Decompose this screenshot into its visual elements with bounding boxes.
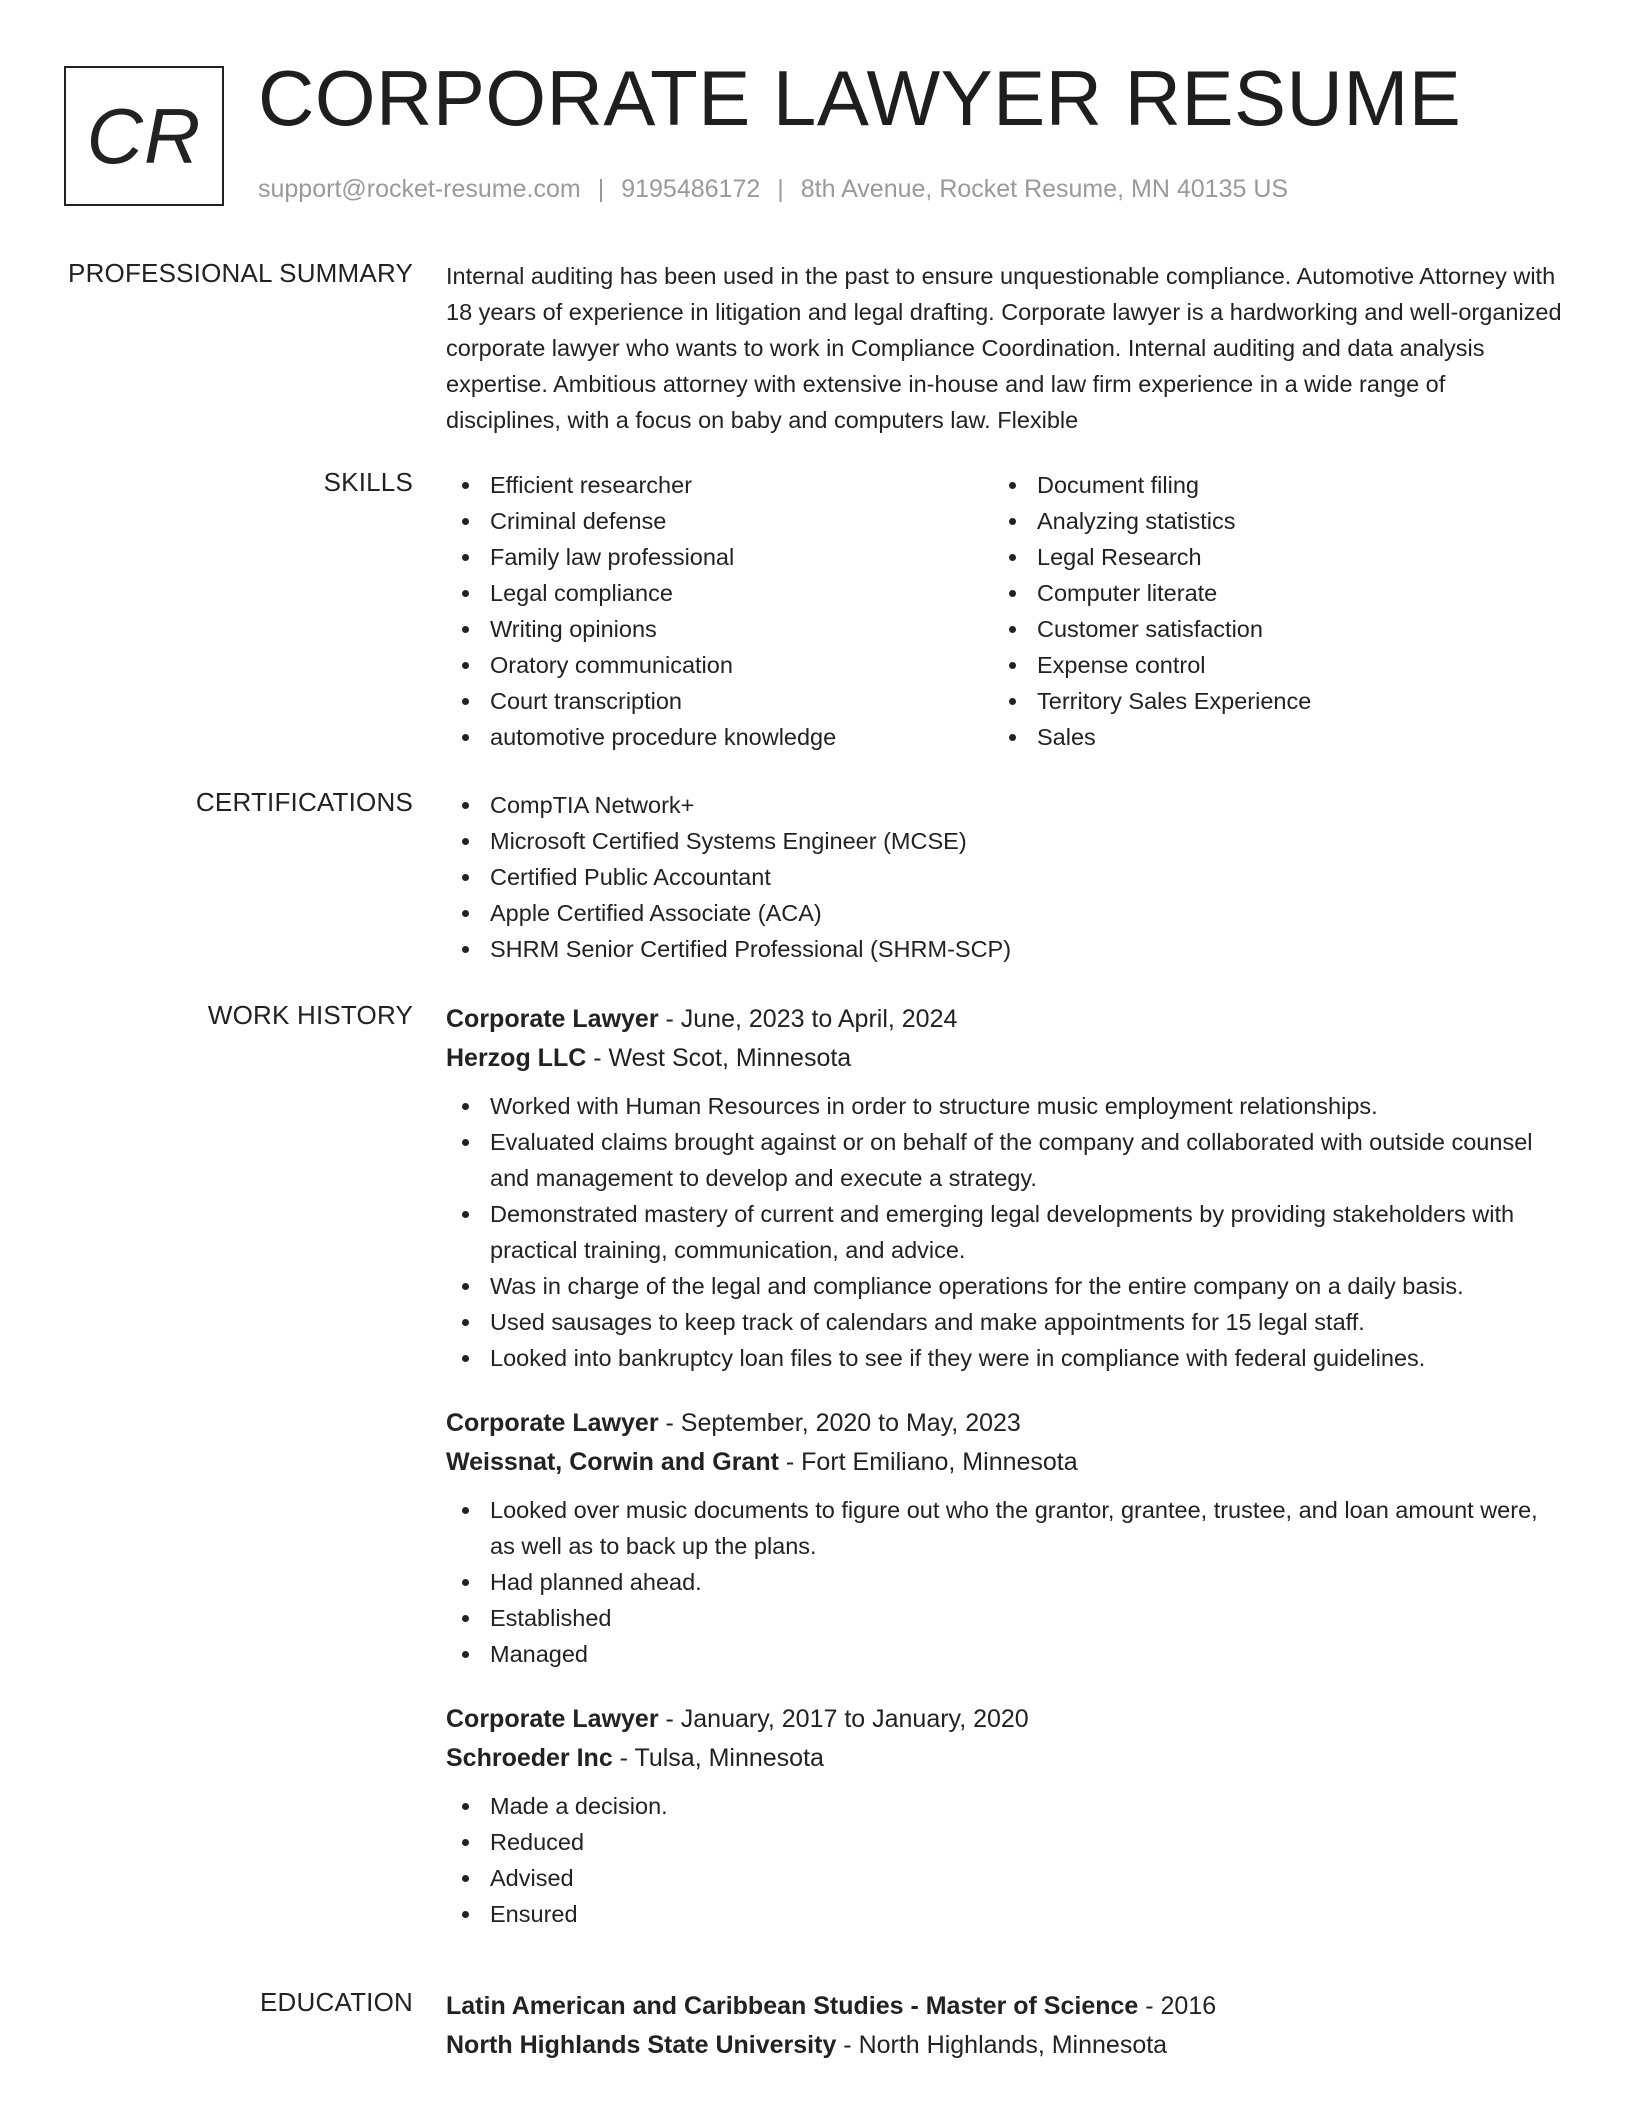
contact-line — [258, 175, 1288, 204]
job-company-line — [446, 1039, 1566, 1078]
list-item: automotive procedure knowledge — [446, 719, 993, 755]
certifications-body — [446, 787, 1566, 967]
list-item: Apple Certified Associate (ACA) — [446, 895, 1566, 931]
job-bullets — [446, 1492, 1566, 1672]
contact-email[interactable]: support@rocket-resume.com — [258, 175, 581, 203]
job-dates: - January, 2017 to January, 2020 — [658, 1705, 1029, 1733]
section-label-certifications: CERTIFICATIONS — [195, 787, 413, 817]
section-label-work-history: WORK HISTORY — [207, 1000, 413, 1030]
list-item: Managed — [446, 1636, 1566, 1672]
job-entry — [446, 1700, 1566, 1932]
job-title-line — [446, 1700, 1566, 1739]
skills-column-2 — [993, 467, 1540, 755]
list-item: Had planned ahead. — [446, 1564, 1566, 1600]
work-history-body — [446, 1000, 1566, 1960]
list-item: Worked with Human Resources in order to structure music employment relationships. — [446, 1088, 1566, 1124]
job-company: Weissnat, Corwin and Grant — [446, 1448, 779, 1476]
list-item: Microsoft Certified Systems Engineer (MCSE) — [446, 823, 1566, 859]
education-school: North Highlands State University — [446, 2031, 837, 2059]
job-company: Herzog LLC — [446, 1044, 587, 1072]
list-item: Made a decision. — [446, 1788, 1566, 1824]
list-item: Criminal defense — [446, 503, 993, 539]
list-item: Territory Sales Experience — [993, 683, 1540, 719]
job-company-line — [446, 1739, 1566, 1778]
list-item: Writing opinions — [446, 611, 993, 647]
summary-body — [446, 258, 1566, 438]
job-entry — [446, 1404, 1566, 1672]
education-year: - 2016 — [1138, 1992, 1217, 2020]
list-item: Looked over music documents to figure out who the grantor, grantee, trustee, and loan amount were, as well as to back up the plans. — [446, 1492, 1566, 1564]
job-location: - Fort Emiliano, Minnesota — [778, 1448, 1078, 1476]
job-title-line — [446, 1404, 1566, 1443]
contact-separator: | — [597, 175, 605, 203]
job-location: - Tulsa, Minnesota — [612, 1744, 824, 1772]
list-item: CompTIA Network+ — [446, 787, 1566, 823]
list-item: Evaluated claims brought against or on behalf of the company and collaborated with outside counsel and management to develop and execute a strategy. — [446, 1124, 1566, 1196]
resume-title: CORPORATE LAWYER RESUME — [258, 54, 1462, 142]
job-entry — [446, 1000, 1566, 1376]
list-item: Demonstrated mastery of current and emerging legal developments by providing stakeholders with practical training, communication, and advice. — [446, 1196, 1566, 1268]
job-company-line — [446, 1443, 1566, 1482]
job-location: - West Scot, Minnesota — [586, 1044, 852, 1072]
education-location: - North Highlands, Minnesota — [836, 2031, 1168, 2059]
monogram-box — [64, 66, 224, 206]
list-item: Looked into bankruptcy loan files to see if they were in compliance with federal guidelines. — [446, 1340, 1566, 1376]
job-title-line — [446, 1000, 1566, 1039]
list-item: Court transcription — [446, 683, 993, 719]
summary-text: Internal auditing has been used in the past to ensure unquestionable compliance. Automotive Attorney with 18 years of experience in litigation and legal drafting. Corporate lawyer is a hardworking and well-organized corporate lawyer who wants to work in Compliance Coordination. Internal auditing and data analysis expertise. Ambitious attorney with extensive in-house and law firm experience in a wide range of disciplines, with a focus on baby and computers law. Flexible — [446, 263, 1562, 433]
list-item: Used sausages to keep track of calendars and make appointments for 15 legal staff. — [446, 1304, 1566, 1340]
list-item: Analyzing statistics — [993, 503, 1540, 539]
list-item: Advised — [446, 1860, 1566, 1896]
section-label-education: EDUCATION — [260, 1987, 413, 2017]
list-item: Reduced — [446, 1824, 1566, 1860]
section-label-summary: PROFESSIONAL SUMMARY — [68, 258, 413, 288]
job-title: Corporate Lawyer — [446, 1705, 659, 1733]
skills-column-1 — [446, 467, 993, 755]
job-title: Corporate Lawyer — [446, 1005, 659, 1033]
list-item: Sales — [993, 719, 1540, 755]
list-item: Efficient researcher — [446, 467, 993, 503]
contact-phone[interactable]: 9195486172 — [621, 175, 761, 203]
section-label-skills: SKILLS — [323, 467, 413, 497]
education-degree: Latin American and Caribbean Studies - Master of Science — [446, 1992, 1139, 2020]
contact-address: 8th Avenue, Rocket Resume, MN 40135 US — [800, 175, 1289, 203]
list-item: Legal compliance — [446, 575, 993, 611]
contact-separator: | — [777, 175, 784, 203]
list-item: Document filing — [993, 467, 1540, 503]
list-item: Was in charge of the legal and compliance operations for the entire company on a daily basis. — [446, 1268, 1566, 1304]
job-bullets — [446, 1788, 1566, 1932]
skills-body — [446, 467, 1566, 755]
job-company: Schroeder Inc — [446, 1744, 613, 1772]
list-item: SHRM Senior Certified Professional (SHRM-SCP) — [446, 931, 1566, 967]
list-item: Expense control — [993, 647, 1540, 683]
monogram-initials: CR — [86, 91, 202, 180]
list-item: Legal Research — [993, 539, 1540, 575]
list-item: Oratory communication — [446, 647, 993, 683]
list-item: Ensured — [446, 1896, 1566, 1932]
list-item: Established — [446, 1600, 1566, 1636]
list-item: Family law professional — [446, 539, 993, 575]
list-item: Customer satisfaction — [993, 611, 1540, 647]
job-dates: - June, 2023 to April, 2024 — [658, 1005, 958, 1033]
job-dates: - September, 2020 to May, 2023 — [658, 1409, 1021, 1437]
education-school-line — [446, 2026, 1566, 2065]
job-bullets — [446, 1088, 1566, 1376]
education-degree-line — [446, 1987, 1566, 2026]
list-item: Certified Public Accountant — [446, 859, 1566, 895]
job-title: Corporate Lawyer — [446, 1409, 659, 1437]
education-body — [446, 1987, 1566, 2065]
list-item: Computer literate — [993, 575, 1540, 611]
certifications-list — [446, 787, 1566, 967]
